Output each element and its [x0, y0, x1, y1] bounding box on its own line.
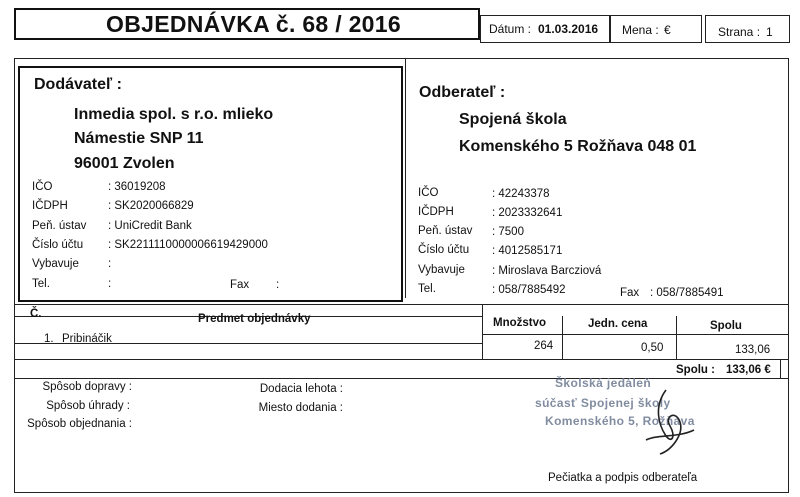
customer-icdph-value: : 2023332641 — [492, 207, 563, 219]
supplier-fax-label: Fax — [230, 279, 250, 291]
supplier-contact-label: Vybavuje — [32, 258, 79, 270]
table-col-divider-3 — [676, 316, 677, 359]
page-value: 1 — [766, 25, 773, 39]
payment-method-label: Spôsob úhrady : — [46, 400, 130, 412]
table-top-line — [14, 304, 789, 305]
supplier-tel-label: Tel. — [32, 278, 50, 290]
supplier-icdph-label: IČDPH — [32, 200, 68, 212]
col-total-header: Spolu — [710, 320, 742, 332]
customer-icdph-label: IČDPH — [418, 206, 454, 218]
col-quantity-header: Množstvo — [493, 317, 547, 329]
supplier-street: Námestie SNP 11 — [74, 130, 204, 147]
row-unit-price: 0,50 — [641, 342, 664, 354]
row-number: 1. — [44, 333, 54, 345]
sum-bottom-line — [14, 378, 789, 379]
order-method-label: Spôsob objednania : — [27, 418, 132, 430]
date-value: 01.03.2016 — [538, 22, 599, 36]
col-item-header: Predmet objednávky — [198, 313, 311, 325]
supplier-bank-label: Peň. ústav — [32, 220, 87, 232]
col-unit-price-header: Jedn. cena — [588, 318, 648, 330]
supplier-ico-label: IČO — [32, 181, 53, 193]
page-label: Strana : — [718, 25, 761, 39]
signature-image — [636, 384, 702, 456]
school-stamp-line-1: Školská jedáleň — [555, 376, 652, 390]
column-divider — [405, 58, 406, 298]
table-col-divider-2 — [562, 316, 563, 359]
supplier-tel-value: : — [108, 278, 112, 290]
table-header-line-right — [482, 334, 789, 335]
supplier-bank-value: : UniCredit Bank — [108, 220, 192, 232]
supplier-city: 96001 Zvolen — [74, 155, 175, 172]
document-title: OBJEDNÁVKA č. 68 / 2016 — [106, 11, 401, 37]
sum-label: Spolu : — [676, 364, 715, 376]
customer-heading: Odberateľ : — [419, 84, 506, 101]
customer-contact-label: Vybavuje — [418, 264, 465, 276]
currency-label: Mena : — [622, 23, 659, 37]
supplier-icdph-value: : SK2020066829 — [108, 200, 194, 212]
signature-label: Pečiatka a podpis odberateľa — [548, 472, 698, 484]
customer-address: Komenského 5 Rožňava 048 01 — [459, 138, 697, 155]
supplier-name: Inmedia spol. s r.o. mlieko — [74, 106, 274, 123]
customer-fax-value: : 058/7885491 — [650, 287, 724, 299]
customer-tel-value: : 058/7885492 — [492, 284, 566, 296]
supplier-fax-value: : — [276, 279, 280, 291]
customer-account-label: Číslo účtu — [418, 244, 470, 256]
row-item: Pribináčik — [62, 333, 112, 345]
supplier-contact-value: : — [108, 258, 112, 270]
table-col-divider-1 — [482, 304, 483, 359]
customer-bank-label: Peň. ústav — [418, 225, 473, 237]
school-stamp-line-2: súčasť Spojenej školy — [535, 396, 671, 410]
supplier-account-value: : SK2211110000006619429000 — [108, 239, 268, 251]
sum-divider — [780, 359, 781, 378]
supplier-ico-value: : 36019208 — [108, 181, 166, 193]
customer-tel-label: Tel. — [418, 283, 436, 295]
date-label: Dátum : — [489, 22, 532, 36]
sum-value: 133,06 € — [726, 364, 771, 376]
supplier-heading: Dodávateľ : — [34, 76, 122, 93]
delivery-place-label: Miesto dodania : — [258, 402, 343, 414]
school-stamp-line-3: Komenského 5, Rožňava — [545, 414, 695, 428]
delivery-method-label: Spôsob dopravy : — [42, 381, 132, 393]
customer-account-value: : 4012585171 — [492, 245, 563, 257]
table-row-bottom — [14, 359, 789, 360]
row-quantity: 264 — [534, 340, 554, 352]
row-total: 133,06 — [735, 344, 771, 356]
customer-ico-label: IČO — [418, 187, 439, 199]
customer-fax-label: Fax — [620, 287, 640, 299]
customer-bank-value: : 7500 — [492, 226, 524, 238]
delivery-deadline-label: Dodacia lehota : — [259, 383, 343, 395]
customer-contact-value: : Miroslava Barcziová — [492, 265, 602, 277]
currency-value: € — [664, 23, 671, 37]
supplier-account-label: Číslo účtu — [32, 239, 84, 251]
col-number-header: Č. — [30, 308, 42, 320]
customer-ico-value: : 42243378 — [492, 188, 550, 200]
customer-name: Spojená škola — [459, 111, 567, 128]
